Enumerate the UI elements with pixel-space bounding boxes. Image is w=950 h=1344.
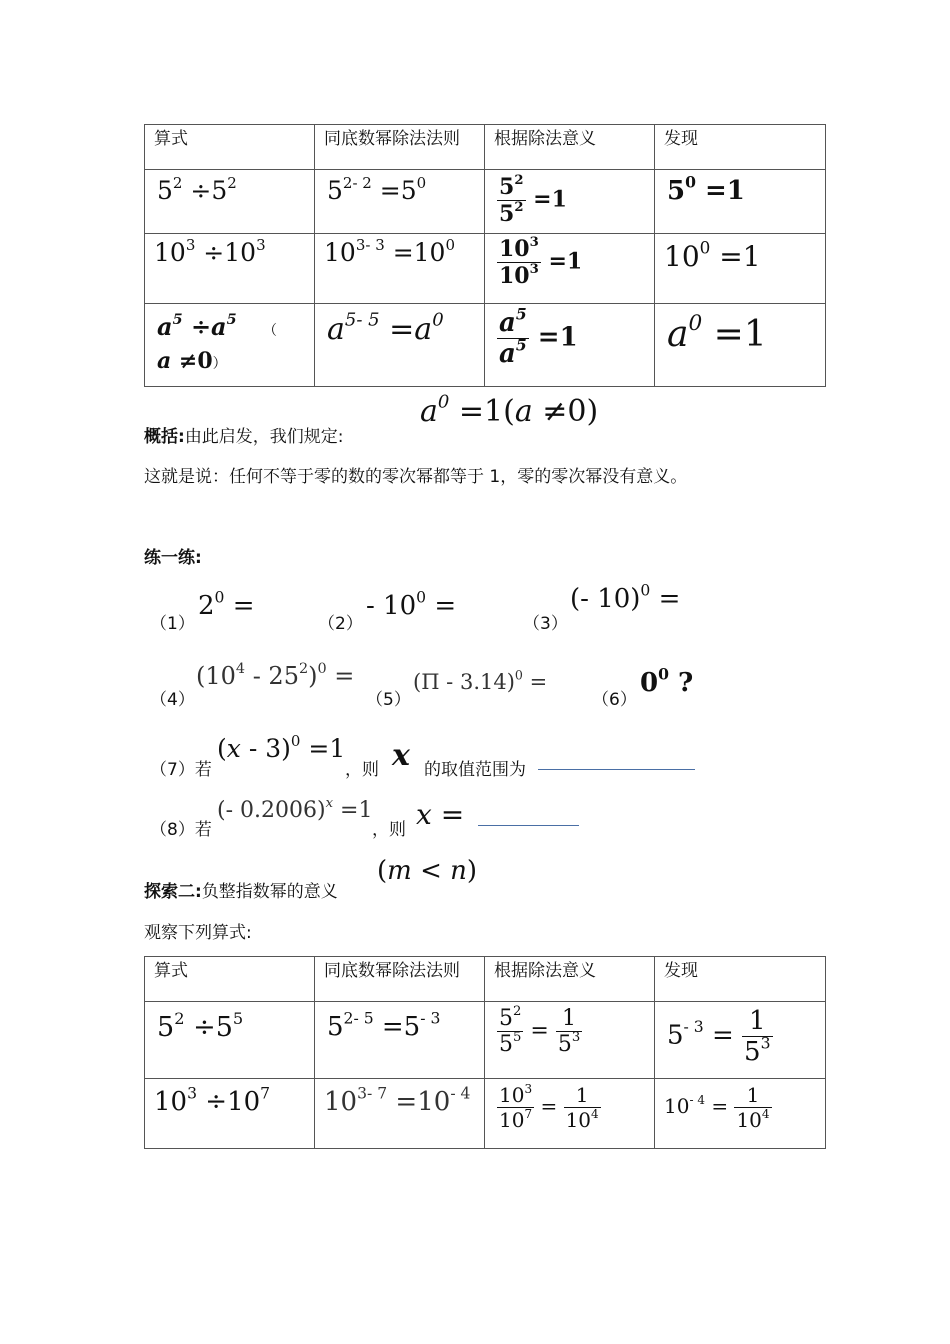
table-negative-exponent: [144, 956, 826, 1149]
table-row: [145, 234, 826, 304]
math-expression: $2^0$ =: [198, 588, 255, 621]
item-prefix: 若: [194, 760, 212, 780]
math-expression: $10^{3- 7} =10^{- 4}$: [324, 1084, 471, 1117]
math-expression: $10^0 =1$: [664, 237, 761, 273]
math-expression: a ≠0）: [157, 348, 227, 374]
header-cell: 发现: [664, 129, 698, 149]
explore2-condition: (m < n): [377, 856, 478, 886]
table-row: [145, 1079, 826, 1149]
header-cell: 同底数幂除法法则: [324, 961, 460, 981]
variable-x-equals: x =: [416, 798, 465, 831]
math-expression: $\frac{10^3}{10^7}$ = $\frac{1}{10^4}$: [499, 1082, 599, 1132]
item-number: （4）: [150, 690, 195, 710]
math-expression: $5^{2- 5} =5^{- 3}$: [327, 1009, 441, 1042]
item-number: （1）: [150, 614, 195, 634]
zero-exponent-rule: $a^0 =1(a \ne 0)$: [420, 391, 599, 429]
item-8-line: [150, 815, 212, 840]
math-expression: (Π - 3.14)$^0$ =: [413, 667, 548, 694]
math-expression: - $10^0$ =: [366, 588, 457, 621]
math-expression: $10^3 \div 10^7$: [154, 1084, 271, 1117]
math-expression: (x - 3)$^0$ =1: [217, 731, 346, 763]
item-suffix: 的取值范围为: [424, 760, 526, 780]
practice-title: 练一练:: [144, 548, 202, 568]
item-number: （7）: [150, 760, 195, 780]
math-expression: $a^0 =1$: [667, 310, 767, 355]
math-expression: $(10^4 - 25^2)^0$ =: [196, 661, 355, 690]
explore2-line: [144, 877, 338, 902]
explore2-text: 负整指数幂的意义: [201, 882, 338, 902]
math-expression: $0^0$ ?: [640, 664, 694, 698]
header-cell: 算式: [154, 961, 188, 981]
header-cell: 发现: [664, 961, 698, 981]
math-expression: $10^3 \div 10^3$: [154, 235, 266, 267]
math-expression: $a^5 \div a^5$ （: [157, 311, 277, 341]
table-row: [145, 1002, 826, 1079]
variable-x: x: [392, 738, 410, 773]
item-mid: ，则: [372, 820, 406, 840]
item-number: （6）: [592, 690, 637, 710]
item-7-line: [150, 755, 212, 780]
math-expression: $5^0 =1$: [667, 172, 745, 206]
math-expression: $\frac{10^3}{10^3}$ =1: [499, 235, 583, 289]
item-mid: ，则: [345, 760, 379, 780]
header-cell: 根据除法意义: [494, 961, 596, 981]
math-expression: $5^2 \div 5^5$: [157, 1008, 244, 1043]
observe-label: 观察下列算式:: [144, 923, 252, 943]
summary-label: 概括:: [144, 427, 185, 447]
math-expression: $\frac{a^5}{a^5}$ =1: [499, 304, 578, 369]
answer-blank[interactable]: [478, 825, 579, 826]
summary-sentence: 这就是说：任何不等于零的数的零次幂都等于 1，零的零次幂没有意义。: [144, 467, 688, 487]
table-header-row: [145, 957, 826, 1002]
item-prefix: 若: [194, 820, 212, 840]
explore2-label: 探索二:: [144, 882, 202, 902]
math-expression: $10^{- 4}$ = $\frac{1}{10^4}$: [664, 1083, 770, 1132]
math-expression: (- 10)$^0$ =: [570, 581, 681, 614]
header-cell: 算式: [154, 129, 188, 149]
item-number: （3）: [523, 614, 568, 634]
table-zero-exponent: [144, 124, 826, 387]
item-number: （5）: [366, 690, 411, 710]
item-number: （8）: [150, 820, 195, 840]
answer-blank[interactable]: [538, 769, 695, 770]
math-expression: (- 0.2006)$^x$ =1: [217, 796, 373, 823]
math-expression: $a^{5- 5} =a^0$: [327, 309, 444, 347]
header-cell: 同底数幂除法法则: [324, 129, 460, 149]
math-expression: $5^2 \div 5^2$: [157, 173, 237, 205]
math-expression: $\frac{5^2}{5^5}$ = $\frac{1}{5^3}$: [499, 1004, 581, 1057]
math-expression: $5^{- 3}$ = $\frac{1}{5^3}$: [667, 1006, 771, 1067]
header-cell: 根据除法意义: [494, 129, 596, 149]
item-number: （2）: [318, 614, 363, 634]
math-expression: $10^{3- 3} =10^0$: [324, 235, 456, 267]
table-row: [145, 304, 826, 387]
math-expression: $\frac{5^2}{5^2}$ =1: [499, 173, 567, 227]
table-row: [145, 170, 826, 234]
table-header-row: [145, 125, 826, 170]
summary-line: [144, 422, 344, 447]
math-expression: $5^{2- 2} =5^0$: [327, 173, 427, 205]
summary-text: 由此启发，我们规定:: [184, 427, 344, 447]
